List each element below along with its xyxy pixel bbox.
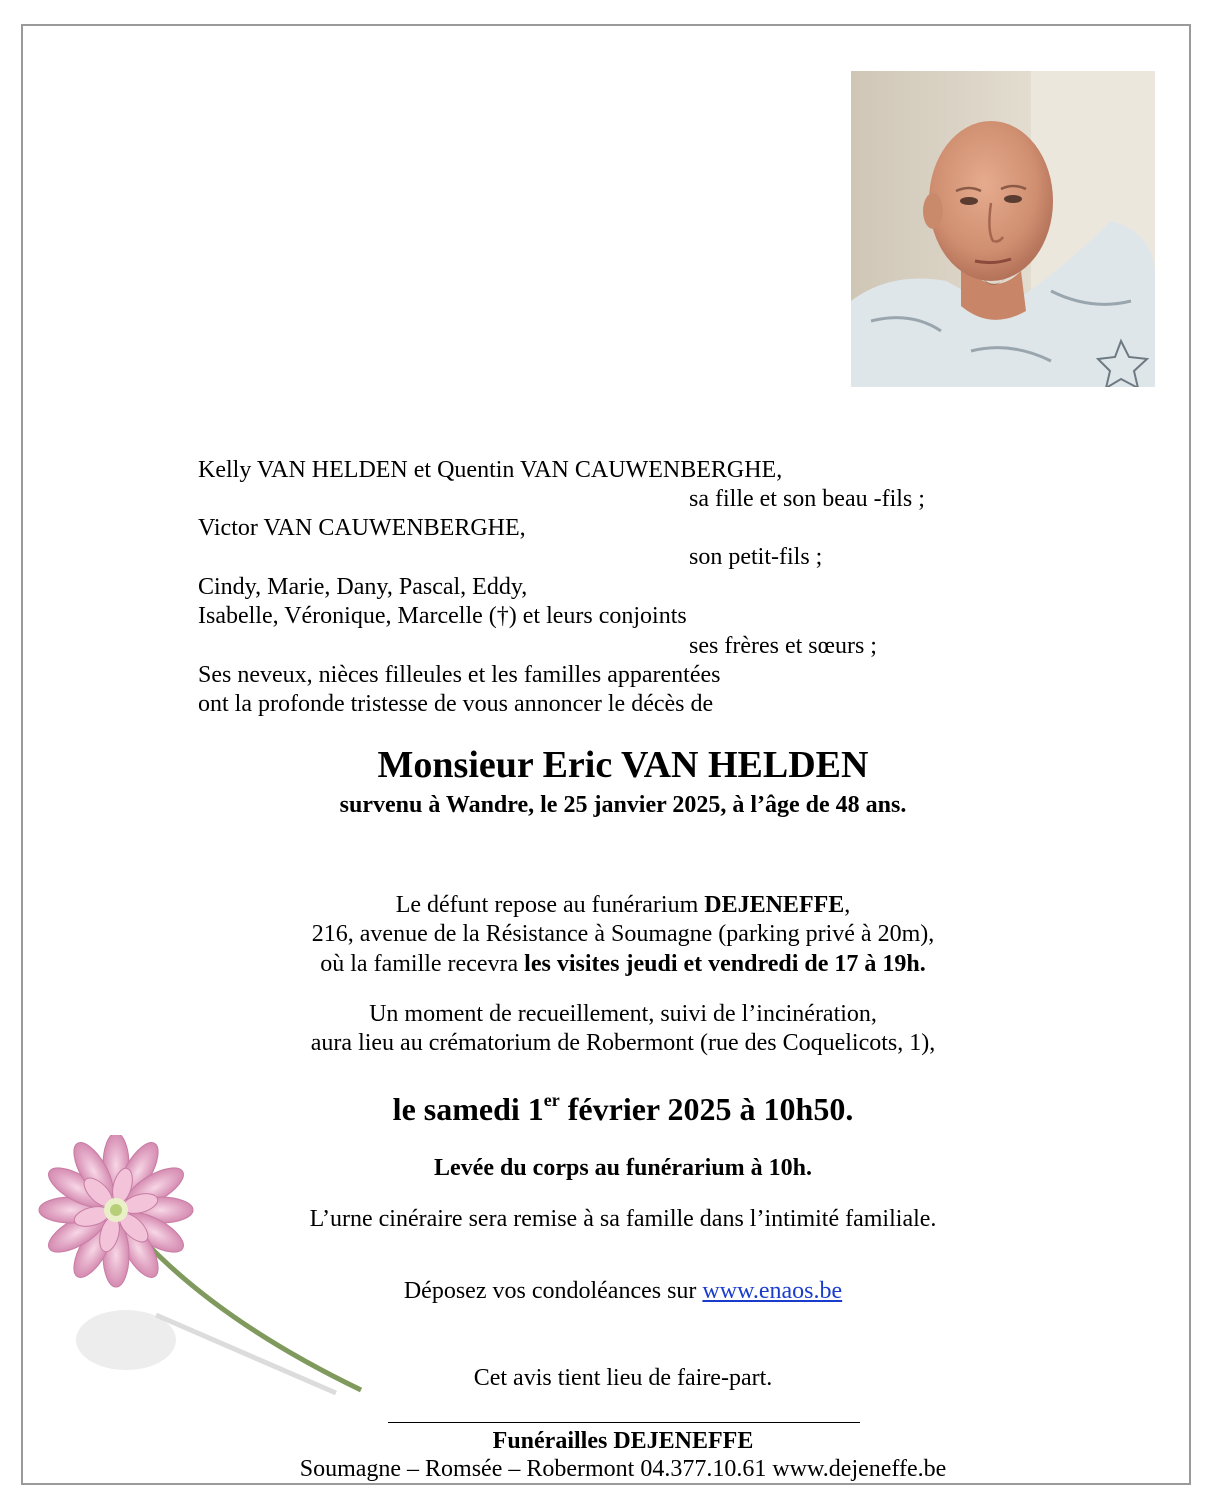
visitation-line-1	[0, 891, 1214, 920]
funeral-home-name: DEJENEFFE	[704, 892, 845, 918]
footer-locations: Soumagne – Romsée – Robermont 04.377.10.61 www.dejeneffe.be	[299, 1456, 947, 1482]
visitation-line-3-prefix: où la famille recevra	[320, 951, 525, 977]
deceased-details: survenu à Wandre, le 25 janvier 2025, à l’âge de 48 ans.	[339, 792, 907, 818]
family-line-1: Kelly VAN HELDEN et Quentin VAN CAUWENBERGHE,	[198, 457, 783, 483]
levee-du-corps: Levée du corps au funérarium à 10h.	[434, 1155, 812, 1181]
footer-divider	[388, 1422, 860, 1423]
ceremony-date-superscript: er	[543, 1090, 560, 1110]
family-line-3b: Isabelle, Véronique, Marcelle (†) et leurs conjoints	[198, 603, 687, 629]
family-line-3-relation: ses frères et sœurs ;	[689, 633, 877, 659]
family-line-4: Ses neveux, nièces filleules et les familles apparentées	[198, 662, 721, 688]
condolences-prefix: Déposez vos condoléances sur	[403, 1278, 703, 1304]
footer-company: Funérailles DEJENEFFE	[492, 1428, 754, 1454]
ceremony-line-2: aura lieu au crématorium de Robermont (rue des Coquelicots, 1),	[310, 1030, 936, 1056]
visitation-line-1-prefix: Le défunt repose au funérarium	[395, 892, 705, 918]
visitation-line-2: 216, avenue de la Résistance à Soumagne (parking privé à 20m),	[311, 921, 935, 947]
ceremony-date-suffix: février 2025 à 10h50.	[559, 1091, 854, 1127]
condolences-link[interactable]: www.enaos.be	[702, 1278, 843, 1304]
family-line-3a: Cindy, Marie, Dany, Pascal, Eddy,	[198, 574, 528, 600]
visitation-line-3	[0, 950, 1214, 979]
visitation-line-1-suffix: ,	[844, 892, 851, 918]
ceremony-line-1: Un moment de recueillement, suivi de l’incinération,	[369, 1001, 877, 1027]
urne-notice: L’urne cinéraire sera remise à sa famille dans l’intimité familiale.	[309, 1206, 937, 1232]
ceremony-date	[0, 1089, 1214, 1129]
deceased-name: Monsieur Eric VAN HELDEN	[377, 744, 869, 786]
ceremony-date-prefix: le samedi 1	[392, 1091, 544, 1127]
visitation-hours: les visites jeudi et vendredi de 17 à 19h.	[524, 951, 926, 977]
family-line-2: Victor VAN CAUWENBERGHE,	[198, 515, 526, 541]
family-line-2-relation: son petit-fils ;	[689, 544, 823, 570]
portrait-photo	[851, 71, 1155, 387]
family-line-1-relation: sa fille et son beau -fils ;	[689, 486, 925, 512]
family-line-5: ont la profonde tristesse de vous annoncer le décès de	[198, 691, 714, 717]
faire-part-notice: Cet avis tient lieu de faire-part.	[473, 1365, 773, 1391]
flower-decoration	[36, 1135, 376, 1415]
